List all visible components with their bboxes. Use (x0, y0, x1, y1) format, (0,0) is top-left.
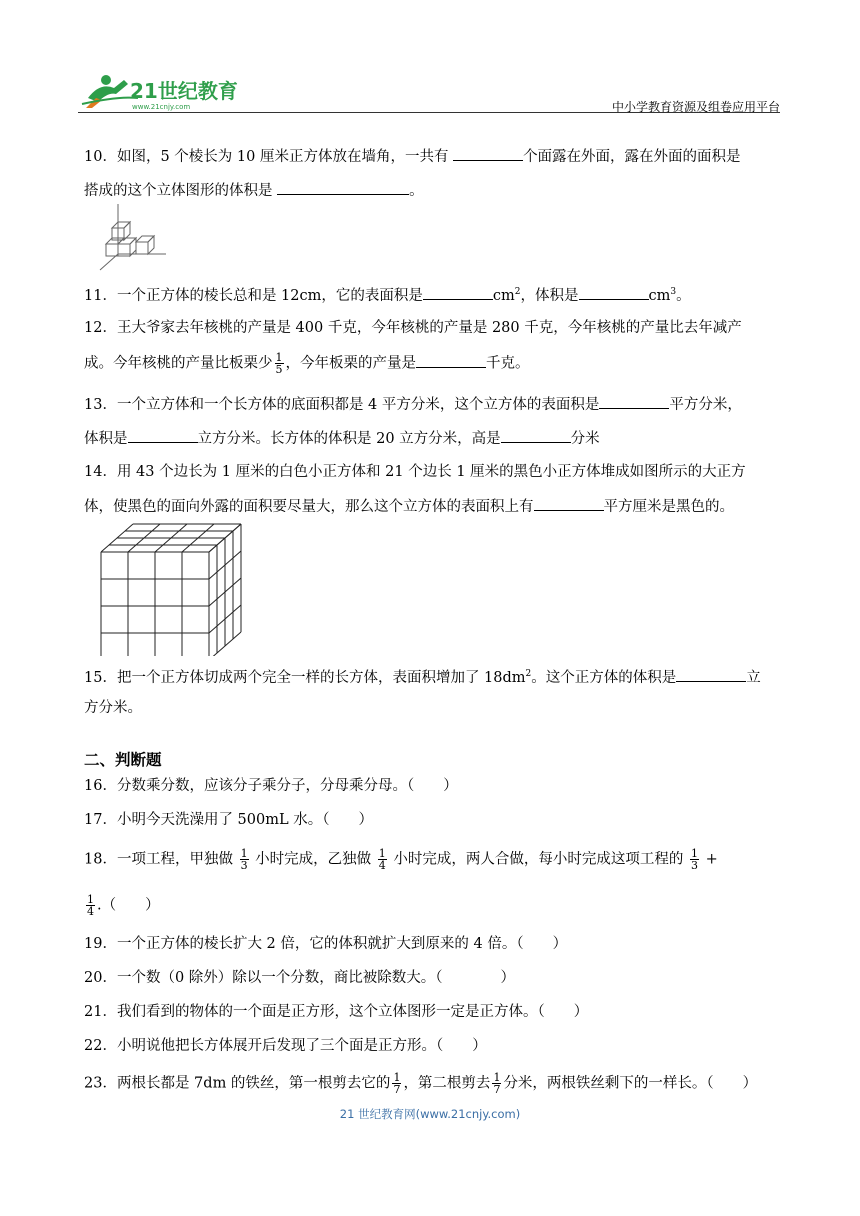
q14-blank[interactable] (534, 496, 604, 511)
section-title: 二、判断题 (84, 751, 162, 769)
question-14-line2: 体，使黑色的面向外露的面积要尽量大，那么这个立方体的表面积上有 平方厘米是黑色的。 (84, 496, 734, 517)
question-21: 21．我们看到的物体的一个面是正方形，这个立体图形一定是正方体。（ ） (84, 1004, 589, 1020)
fraction: $\frac{1}{4}$ (378, 847, 386, 872)
platform-name: 中小学教育资源及组卷应用平台 (611, 100, 780, 114)
question-17: 17．小明今天洗澡用了 500mL 水。（ ） (84, 812, 373, 828)
q13-blank1[interactable] (599, 394, 669, 409)
question-20: 20．一个数（0 除外）除以一个分数，商比被除数大。（ ） (84, 970, 516, 986)
question-22: 22．小明说他把长方体展开后发现了三个面是正方形。（ ） (84, 1038, 487, 1054)
fraction: $\frac{1}{3}$ (691, 847, 698, 872)
svg-text:21世纪教育: 21世纪教育 (130, 79, 238, 103)
page-footer: 21 世纪教育网(www.21cnjy.com) (339, 1107, 521, 1121)
question-13-line1: 13．一个立方体和一个长方体的底面积都是 4 平方分米，这个立方体的表面积是 平方分米， (84, 394, 742, 415)
question-15-line1: 15．把一个正方体切成两个完全一样的长方体，表面积增加了 $18dm^2$。这个正方体的体积是 立 (84, 664, 761, 688)
q11-blank1[interactable] (423, 285, 493, 300)
question-13-line2: 体积是 立方分米。长方体的体积是 20 立方分米，高是 分米 (84, 428, 600, 449)
question-14-line1: 14．用 43 个边长为 1 厘米的白色小正方体和 21 个边长 1 厘米的黑色小正方体堆成如图所示的大正方 (84, 464, 746, 480)
q15-blank[interactable] (676, 667, 746, 682)
page-header (78, 68, 780, 114)
svg-text:www.21cnjy.com: www.21cnjy.com (132, 103, 191, 111)
question-11: 11．一个正方体的棱长总和是 12cm，它的表面积是 $cm^2$，体积是 $cm^3$。 (84, 282, 691, 306)
q10-blank2[interactable] (277, 180, 409, 195)
fraction: $\frac{1}{7}$ (393, 1071, 401, 1096)
question-18-line1: 18．一项工程，甲独做 $\frac{1}{3}$ 小时完成，乙独做 $\frac{1}{4}$ 小时完成，两人合做，每小时完成这项工程的 $\frac{1}{3}$ + (84, 847, 718, 872)
question-12-line2: 成。今年核桃的产量比板栗少 $\frac{1}{5}$ ，今年板栗的产量是 千克。 (84, 351, 530, 376)
corner-cubes-figure (96, 204, 172, 274)
big-cube-figure (98, 520, 248, 656)
fraction: $\frac{1}{7}$ (493, 1071, 501, 1096)
logo-icon (78, 68, 248, 112)
q10-blank1[interactable] (453, 146, 523, 161)
question-18-line2: $\frac{1}{4}$ .（ ） (87, 893, 160, 918)
question-10-line1: 10．如图，5 个棱长为 10 厘米正方体放在墙角，一共有 个面露在外面，露在外面的面积是 (84, 146, 741, 167)
header-divider (78, 112, 780, 113)
fraction: $\frac{1}{4}$ (87, 893, 94, 918)
question-15-line2: 方分米。 (84, 700, 142, 716)
fraction: $\frac{1}{5}$ (275, 351, 283, 376)
question-12-line1: 12．王大爷家去年核桃的产量是 400 千克，今年核桃的产量是 280 千克，今年核桃的产量比去年减产 (84, 320, 742, 336)
question-19: 19．一个正方体的棱长扩大 2 倍，它的体积就扩大到原来的 4 倍。（ ） (84, 936, 568, 952)
question-10-line2: 搭成的这个立体图形的体积是 。 (84, 180, 424, 201)
q13-blank2[interactable] (128, 428, 198, 443)
q11-blank2[interactable] (579, 285, 649, 300)
q13-blank3[interactable] (501, 428, 571, 443)
q12-blank[interactable] (416, 353, 486, 368)
question-16: 16．分数乘分数，应该分子乘分子，分母乘分母。（ ） (84, 778, 458, 794)
fraction: $\frac{1}{3}$ (240, 847, 248, 872)
question-23: 23．两根长都是 7dm 的铁丝，第一根剪去它的 $\frac{1}{7}$ ，第二根剪去 $\frac{1}{7}$ 分米，两根铁丝剩下的一样长。（ ） (84, 1071, 758, 1096)
